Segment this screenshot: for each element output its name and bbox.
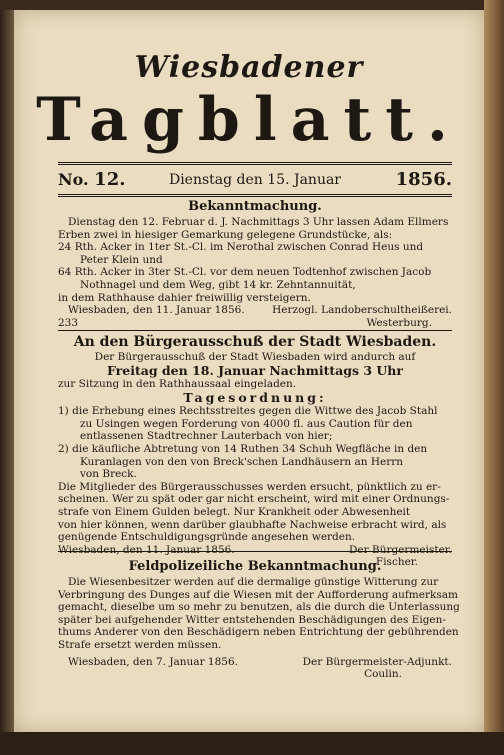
agenda-item-1-line: 1) die Erhebung eines Rechtsstreites gegen die Wittwe des Jacob Stahl xyxy=(58,405,438,418)
notice-committee xyxy=(58,333,452,569)
notice-committee-authority: Der Bürgermeister. xyxy=(349,543,452,556)
notice-field-police-footer xyxy=(58,656,452,669)
issue-line xyxy=(58,168,452,192)
notice-auction-number: 233 xyxy=(58,316,79,329)
notice-field-police-signature: Coulin. xyxy=(364,668,402,681)
masthead-rule-top xyxy=(58,162,452,165)
notice-field-police-line: Die Wiesenbesitzer werden auf die dermalige günstige Witterung zur xyxy=(68,576,439,588)
notice-auction-footer xyxy=(58,304,452,317)
notice-committee-body-line: von hier können, wenn darüber glaubhafte Nachweise erbracht wird, als xyxy=(58,518,447,531)
notice-committee-body-line: scheinen. Wer zu spät oder gar nicht erscheint, wird mit einer Ordnungs- xyxy=(58,493,450,506)
issue-number-prefix: No. xyxy=(58,170,89,189)
notice-field-police xyxy=(58,558,460,681)
separator-rule xyxy=(58,551,452,552)
notice-auction-signature: Westerburg. xyxy=(366,316,432,329)
notice-committee-intro: Der Bürgerausschuß der Stadt Wiesbaden wird andurch auf xyxy=(94,351,416,363)
issue-year: 1856. xyxy=(395,169,452,190)
notice-auction xyxy=(58,198,452,329)
notice-auction-line: Dienstag den 12. Februar d. J. Nachmittags 3 Uhr lassen Adam Ellmers xyxy=(68,216,449,228)
notice-committee-place: zur Sitzung in den Rathhaussaal eingeladen. xyxy=(58,377,297,390)
notice-field-police-line: gemacht, dieselbe um so mehr zu benutzen, als die durch die Unterlassung xyxy=(58,601,460,614)
agenda-item-1-line: entlassenen Stadtrechner Lauterbach von hier; xyxy=(80,430,333,443)
notice-auction-signature-row xyxy=(58,317,452,330)
notice-field-police-signature-row xyxy=(58,668,452,681)
notice-committee-title: An den Bürgerausschuß der Stadt Wiesbaden. xyxy=(73,334,437,350)
notice-auction-line: Erben zwei in hiesiger Gemarkung gelegene Grundstücke, als: xyxy=(58,228,393,241)
notice-field-police-line: thums Anderer von den Beschädigern neben Entrichtung der gebührenden xyxy=(58,626,459,639)
issue-number-value: 12. xyxy=(94,169,126,190)
masthead-city: Wiesbadener xyxy=(134,50,364,85)
notice-auction-line: Nothnagel und dem Weg, gibt 14 kr. Zehntannuität, xyxy=(80,278,356,291)
separator-rule xyxy=(58,330,452,331)
notice-auction-line: Peter Klein und xyxy=(80,253,163,266)
notice-committee-place-date: Wiesbaden, den 11. Januar 1856. xyxy=(58,543,235,556)
notice-auction-line: 24 Rth. Acker in 1ter St.-Cl. im Nerothal zwischen Conrad Heus und xyxy=(58,241,424,254)
notice-committee-body-line: strafe von Einem Gulden belegt. Nur Krankheit oder Abwesenheit xyxy=(58,505,411,518)
notice-committee-signature: Fischer. xyxy=(375,556,418,569)
issue-date: Dienstag den 15. Januar xyxy=(168,172,342,188)
notice-field-police-line: Strafe ersetzt werden müssen. xyxy=(58,638,222,651)
masthead-rule-bottom xyxy=(58,194,452,197)
agenda-item-2-line: 2) die käufliche Abtretung von 14 Ruthen 34 Schuh Wegfläche in den xyxy=(58,442,428,455)
notice-field-police-line: später bei aufgehender Witter entstehenden Beschädigungen des Eigen- xyxy=(58,613,446,626)
bottom-shadow xyxy=(0,732,504,755)
agenda-item-1-line: zu Usingen wegen Forderung von 4000 fl. aus Caution für den xyxy=(80,417,413,430)
notice-committee-body-line: genügende Entschuldigungsgründe angesehen werden. xyxy=(58,531,356,544)
agenda-item-2-line: Kuranlagen von den von Breck'schen Landhäusern an Herrn xyxy=(80,455,403,468)
agenda-item-2-line: von Breck. xyxy=(80,468,137,481)
notice-auction-authority: Herzogl. Landoberschultheißerei. xyxy=(272,304,452,317)
page-edge-shadow xyxy=(0,10,14,732)
book-binding xyxy=(484,0,504,755)
notice-committee-agenda-title: Tagesordnung: xyxy=(183,390,327,406)
notice-auction-place-date: Wiesbaden, den 11. Januar 1856. xyxy=(68,304,245,317)
notice-auction-line: in dem Rathhause dahier freiwillig versteigern. xyxy=(58,291,311,304)
notice-committee-body-line: Die Mitglieder des Bürgerausschusses werden ersucht, pünktlich zu er- xyxy=(58,480,441,493)
notice-committee-meeting: Freitag den 18. Januar Nachmittags 3 Uhr xyxy=(107,362,403,378)
notice-field-police-authority: Der Bürgermeister-Adjunkt. xyxy=(302,655,452,668)
notice-field-police-title: Feldpolizeiliche Bekanntmachung. xyxy=(128,559,382,574)
notice-field-police-place-date: Wiesbaden, den 7. Januar 1856. xyxy=(68,655,238,668)
notice-field-police-line: Verbringung des Dunges auf die Wiesen mit der Aufforderung aufmerksam xyxy=(58,588,458,601)
masthead-title: Tagblatt. xyxy=(36,85,462,155)
newspaper-page xyxy=(14,10,484,732)
notice-auction-title: Bekanntmachung. xyxy=(188,199,322,214)
notice-auction-line: 64 Rth. Acker in 3ter St.-Cl. vor dem neuen Todtenhof zwischen Jacob xyxy=(58,266,432,279)
